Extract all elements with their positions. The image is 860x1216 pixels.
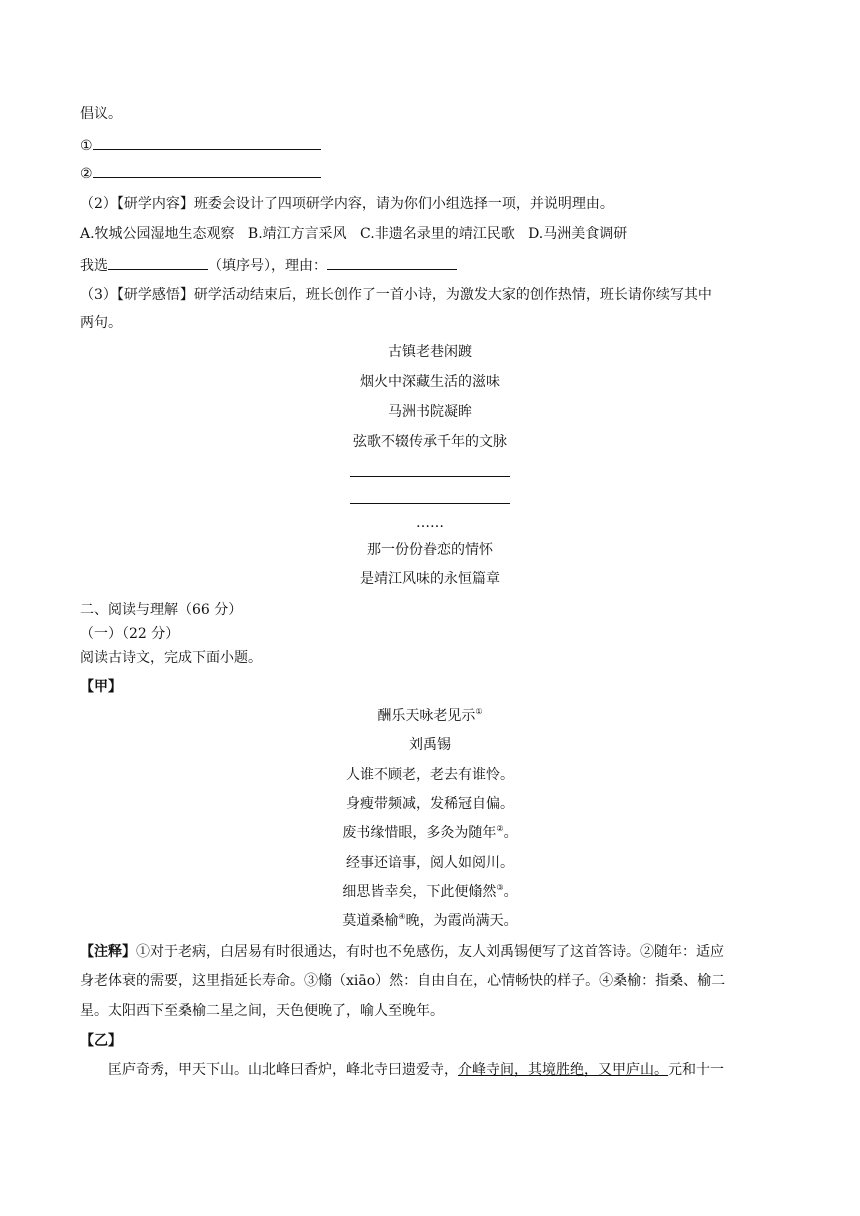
reason-blank[interactable] xyxy=(327,255,457,270)
q1-answer-line-2 xyxy=(80,163,321,184)
poem-line-text: 。 xyxy=(503,825,518,841)
q1-answer-line-1 xyxy=(80,135,321,156)
answer-blank[interactable] xyxy=(93,163,321,178)
q2-option-c: C.非遗名录里的靖江民歌 xyxy=(360,226,515,242)
poem-line-text: 细思皆幸矣，下此便翛然 xyxy=(342,884,497,900)
q1-item2-marker: ② xyxy=(80,166,93,182)
yi-underlined-text: 介峰寺间，其境胜绝，又甲庐山。 xyxy=(458,1062,668,1078)
yi-label: 【乙】 xyxy=(80,1033,122,1049)
reading-instruction: 阅读古诗文，完成下面小题。 xyxy=(80,650,262,666)
q2-choice-line xyxy=(80,255,457,276)
jia-label: 【甲】 xyxy=(80,679,122,695)
footnote-marker: ② xyxy=(496,824,504,833)
q1-intro-text: 倡议。 xyxy=(80,106,122,122)
footnote-marker: ④ xyxy=(398,912,406,921)
section-heading: 二、阅读与理解（66 分） xyxy=(80,602,243,618)
q3-poem-line: 那一份份眷恋的情怀 xyxy=(367,542,493,558)
notes-label: 【注释】 xyxy=(80,944,136,960)
q3-poem-ellipsis: …… xyxy=(416,515,444,531)
poem-author: 刘禹锡 xyxy=(409,737,451,753)
poem-continuation-blank-2[interactable] xyxy=(350,503,510,504)
q2-prompt: （2）【研学内容】班委会设计了四项研学内容，请为你们小组选择一项，并说明理由。 xyxy=(80,196,614,212)
notes-line-1 xyxy=(80,942,724,962)
poem-line: 人谁不顾老，老去有谁怜。 xyxy=(346,767,514,783)
q3-prompt-line-1: （3）【研学感悟】研学活动结束后，班长创作了一首小诗，为激发大家的创作热情，班长请你续写其中 xyxy=(80,287,712,303)
notes-text: ①对于老病，白居易有时很通达，有时也不免感伤，友人刘禹锡便写了这首答诗。②随年：适应 xyxy=(136,944,724,960)
notes-line-2: 身老体衰的需要，这里指延长寿命。③翛（xiāo）然：自由自在，心情畅快的样子。④桑榆：指桑、榆二 xyxy=(80,973,726,989)
poem-line: 身瘦带频减，发稀冠自偏。 xyxy=(346,796,514,812)
notes-line-3: 星。太阳西下至桑榆二星之间，天色便晚了，喻人至晚年。 xyxy=(80,1003,444,1019)
poem-line xyxy=(0,882,860,902)
poem-line xyxy=(0,911,860,931)
poem-line: 经事还谙事，阅人如阅川。 xyxy=(346,855,514,871)
choice-blank[interactable] xyxy=(108,255,208,270)
q3-poem-line: 烟火中深藏生活的滋味 xyxy=(360,374,500,390)
sub-section-heading: （一）（22 分） xyxy=(80,626,180,642)
q2-option-d: D.马洲美食调研 xyxy=(528,226,628,242)
yi-text: 元和十一 xyxy=(668,1062,724,1078)
poem-line-text: 。 xyxy=(503,884,518,900)
yi-text: 匡庐奇秀，甲天下山。山北峰曰香炉，峰北寺曰遗爱寺， xyxy=(108,1062,458,1078)
q3-poem-line: 是靖江风味的永恒篇章 xyxy=(360,571,500,587)
q2-choose-prefix: 我选 xyxy=(80,258,108,274)
poem-line-text: 莫道桑榆 xyxy=(342,913,399,929)
poem-line xyxy=(0,823,860,843)
poem-line-text: 废书缘惜眼，多灸为随年 xyxy=(342,825,497,841)
poem-continuation-blank-1[interactable] xyxy=(350,476,510,477)
footnote-marker: ① xyxy=(475,707,483,716)
q3-poem-line: 古镇老巷闲踱 xyxy=(388,344,472,360)
q1-item1-marker: ① xyxy=(80,138,93,154)
q3-prompt-line-2: 两句。 xyxy=(80,315,122,331)
poem-line-text: 晚，为霞尚满天。 xyxy=(405,913,518,929)
q2-options xyxy=(80,224,627,244)
q2-option-a: A.牧城公园湿地生态观察 xyxy=(80,226,235,242)
q3-poem-line: 马洲书院凝眸 xyxy=(388,404,472,420)
yi-passage-line xyxy=(108,1060,724,1080)
footnote-marker: ③ xyxy=(496,883,504,892)
q2-option-b: B.靖江方言采风 xyxy=(247,226,347,242)
poem-title-text: 酬乐天咏老见示 xyxy=(377,708,476,724)
q2-choose-middle: （填序号），理由： xyxy=(208,258,327,274)
answer-blank[interactable] xyxy=(93,135,321,150)
poem-title xyxy=(0,706,860,726)
q3-poem-line: 弦歌不辍传承千年的文脉 xyxy=(353,434,507,450)
